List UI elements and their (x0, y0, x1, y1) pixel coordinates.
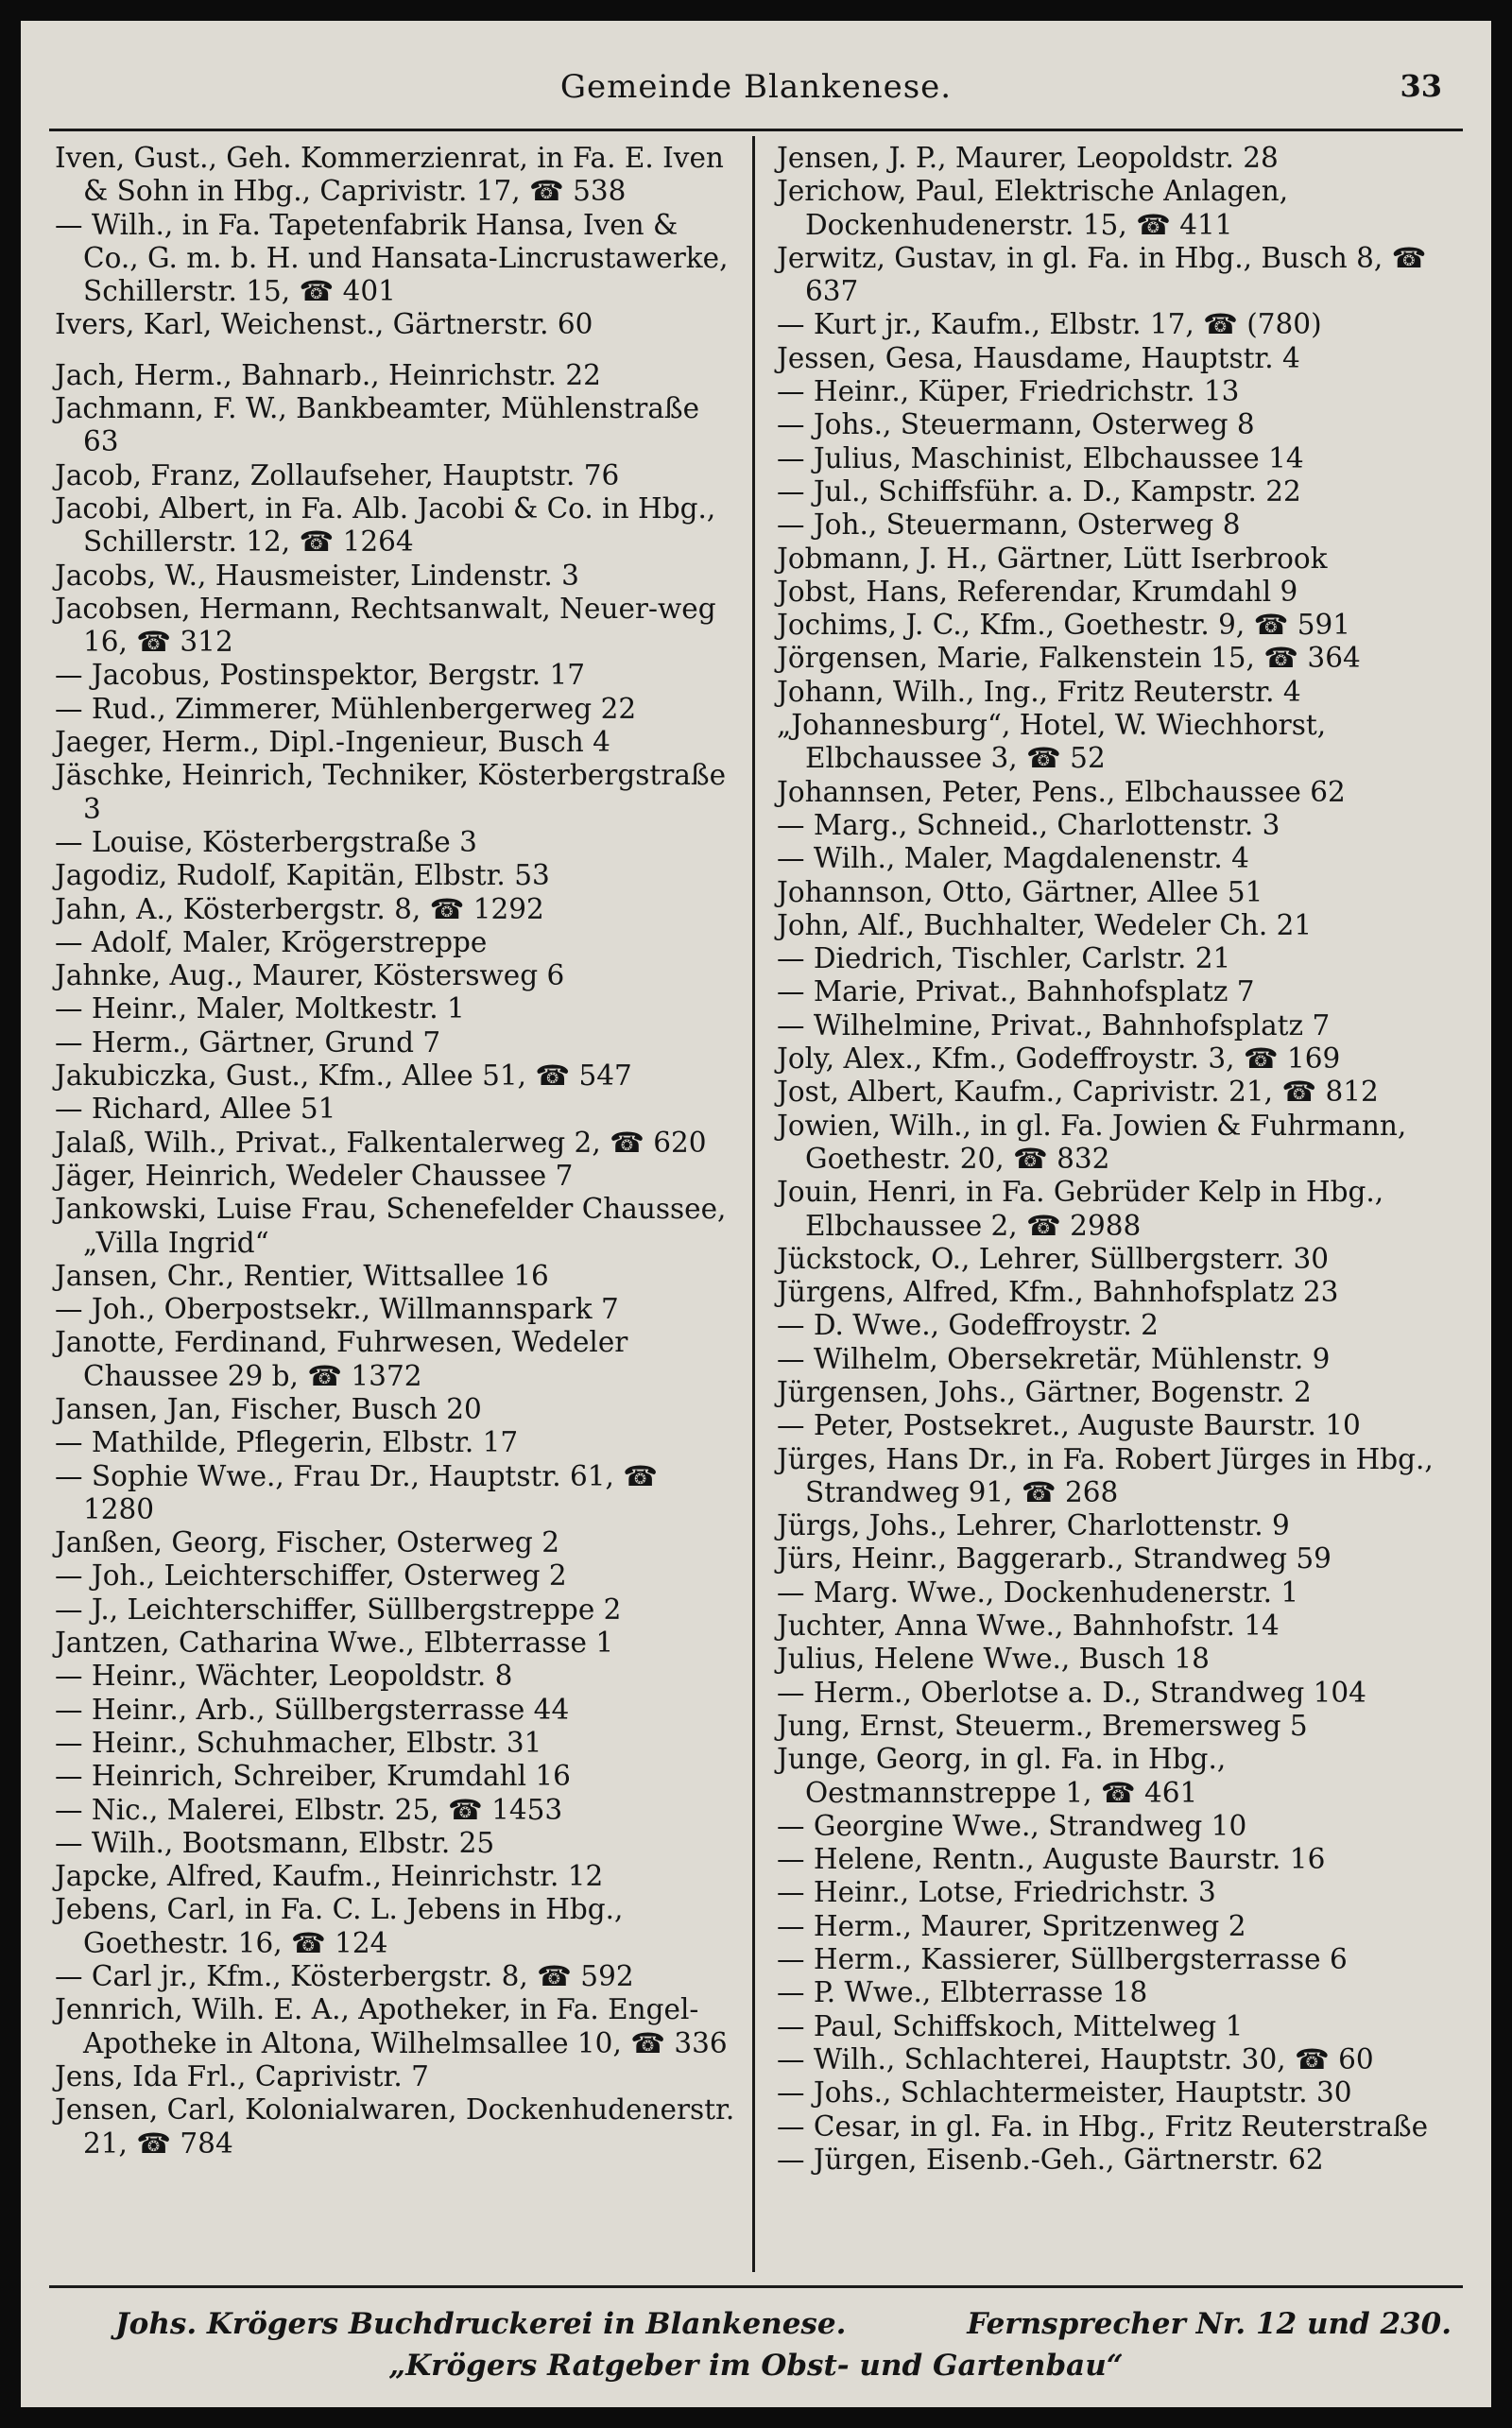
directory-entry: — Mathilde, Pflegerin, Elbstr. 17 (55, 1426, 519, 1459)
directory-entry: — Jul., Schiffsführ. a. D., Kampstr. 22 (777, 474, 1301, 508)
directory-entry: — Joh., Steuermann, Osterweg 8 (777, 508, 1241, 542)
page-footer (49, 2303, 1463, 2386)
directory-entry: Jerwitz, Gustav, in gl. Fa. in Hbg., Busch 8, ☎ 637 (777, 241, 1427, 308)
directory-entry: Jacob, Franz, Zollaufseher, Hauptstr. 76 (55, 458, 620, 491)
directory-entry: Jacobi, Albert, in Fa. Alb. Jacobi & Co. in Hbg., Schillerstr. 12, ☎ 1264 (55, 491, 716, 559)
directory-entry: — Adolf, Maler, Krögerstreppe (55, 925, 488, 958)
directory-entry: — Wilh., in Fa. Tapetenfabrik Hansa, Iven & Co., G. m. b. H. und Hansata-Lincrustawerke, Schillerstr. 15, ☎ 401 (55, 208, 729, 308)
directory-entry: — Johs., Schlachtermeister, Hauptstr. 30 (777, 2076, 1352, 2109)
directory-entry: Jakubiczka, Gust., Kfm., Allee 51, ☎ 547 (55, 1059, 632, 1093)
directory-entry: Jürs, Heinr., Baggerarb., Strandweg 59 (777, 1542, 1332, 1576)
directory-entry: Jacobsen, Hermann, Rechtsanwalt, Neuer-weg 16, ☎ 312 (55, 592, 716, 659)
page-number: 33 (1400, 68, 1442, 104)
footer-printer: Johs. Krögers Buchdruckerei in Blankenese. (115, 2307, 847, 2341)
directory-entry: Jachmann, F. W., Bankbeamter, Mühlenstraße 63 (55, 392, 700, 458)
directory-entry: Jörgensen, Marie, Falkenstein 15, ☎ 364 (777, 642, 1361, 675)
directory-entry: — Jacobus, Postinspektor, Bergstr. 17 (55, 659, 586, 692)
footer-rule (49, 2285, 1463, 2288)
directory-entry: Iven, Gust., Geh. Kommerzienrat, in Fa. E. Iven & Sohn in Hbg., Caprivistr. 17, ☎ 538 (55, 142, 724, 208)
directory-entry: Jaeger, Herm., Dipl.-Ingenieur, Busch 4 (55, 726, 610, 759)
directory-entry: Jobmann, J. H., Gärtner, Lütt Iserbrook (777, 542, 1328, 575)
directory-entry: — Heinr., Küper, Friedrichstr. 13 (777, 375, 1240, 408)
directory-entry: Joly, Alex., Kfm., Godeffroystr. 3, ☎ 169 (777, 1042, 1341, 1076)
directory-entry: Jäger, Heinrich, Wedeler Chaussee 7 (55, 1159, 574, 1192)
directory-entry: Jückstock, O., Lehrer, Süllbergsterr. 30 (777, 1242, 1330, 1275)
directory-entry: — Wilh., Maler, Magdalenenstr. 4 (777, 842, 1249, 875)
directory-entry: — Jürgen, Eisenb.-Geh., Gärtnerstr. 62 (777, 2143, 1324, 2176)
directory-entry: Johann, Wilh., Ing., Fritz Reuterstr. 4 (777, 675, 1301, 708)
directory-entry: Jebens, Carl, in Fa. C. L. Jebens in Hbg., Goethestr. 16, ☎ 124 (55, 1893, 624, 1959)
directory-entry: — Paul, Schiffskoch, Mittelweg 1 (777, 2009, 1244, 2042)
directory-entry: — Wilh., Schlachterei, Hauptstr. 30, ☎ 60 (777, 2042, 1374, 2075)
directory-entry: — Herm., Maurer, Spritzenweg 2 (777, 1909, 1246, 1942)
directory-entry: Johannson, Otto, Gärtner, Allee 51 (777, 875, 1263, 908)
directory-entry: Jowien, Wilh., in gl. Fa. Jowien & Fuhrmann, Goethestr. 20, ☎ 832 (777, 1109, 1407, 1175)
directory-entry: Jürges, Hans Dr., in Fa. Robert Jürges in Hbg., Strandweg 91, ☎ 268 (777, 1442, 1434, 1508)
directory-entry: — Helene, Rentn., Auguste Baurstr. 16 (777, 1843, 1326, 1876)
directory-entry: Jensen, Carl, Kolonialwaren, Dockenhudenerstr. 21, ☎ 784 (55, 2093, 735, 2160)
directory-entry: — Louise, Kösterbergstraße 3 (55, 825, 477, 858)
directory-entry: — D. Wwe., Godeffroystr. 2 (777, 1309, 1159, 1342)
directory-entry: — Sophie Wwe., Frau Dr., Hauptstr. 61, ☎ 1280 (55, 1459, 659, 1525)
right-column (777, 142, 1465, 2177)
directory-entry: Jost, Albert, Kaufm., Caprivistr. 21, ☎ 812 (777, 1076, 1379, 1109)
directory-entry: — Georgine Wwe., Strandweg 10 (777, 1809, 1247, 1842)
directory-entry: Jalaß, Wilh., Privat., Falkentalerweg 2, ☎ 620 (55, 1126, 707, 1159)
directory-entry: Jürgensen, Johs., Gärtner, Bogenstr. 2 (777, 1375, 1312, 1408)
directory-entry: — Wilh., Bootsmann, Elbstr. 25 (55, 1826, 495, 1859)
directory-entry: Julius, Helene Wwe., Busch 18 (777, 1643, 1210, 1676)
directory-entry: — Julius, Maschinist, Elbchaussee 14 (777, 441, 1304, 474)
directory-entry: Jerichow, Paul, Elektrische Anlagen, Dockenhudenerstr. 15, ☎ 411 (777, 175, 1289, 241)
directory-entry: — Carl jr., Kfm., Kösterbergstr. 8, ☎ 592 (55, 1960, 634, 1993)
directory-entry: Jensen, J. P., Maurer, Leopoldstr. 28 (777, 142, 1279, 174)
directory-entry: — Heinr., Arb., Süllbergsterrasse 44 (55, 1693, 570, 1726)
directory-entry: — Kurt jr., Kaufm., Elbstr. 17, ☎ (780) (777, 308, 1322, 341)
directory-entry: — Marie, Privat., Bahnhofsplatz 7 (777, 975, 1255, 1008)
directory-entry: — Cesar, in gl. Fa. in Hbg., Fritz Reuterstraße (777, 2109, 1429, 2143)
directory-entry: Jankowski, Luise Frau, Schenefelder Chaussee, „Villa Ingrid“ (55, 1193, 727, 1259)
directory-entry: — Rud., Zimmerer, Mühlenbergerweg 22 (55, 692, 637, 725)
directory-entry: — Joh., Oberpostsekr., Willmannspark 7 (55, 1293, 619, 1326)
directory-entry: — Marg., Schneid., Charlottenstr. 3 (777, 808, 1280, 841)
directory-entry: — Johs., Steuermann, Osterweg 8 (777, 408, 1255, 441)
directory-entry: Jäschke, Heinrich, Techniker, Kösterbergstraße 3 (55, 759, 727, 825)
directory-entry: — Diedrich, Tischler, Carlstr. 21 (777, 942, 1231, 975)
footer-phone: Fernsprecher Nr. 12 und 230. (967, 2307, 1452, 2341)
directory-entry: Jahn, A., Kösterbergstr. 8, ☎ 1292 (55, 892, 544, 925)
footer-advert: „Krögers Ratgeber im Obst- und Gartenbau“ (388, 2349, 1124, 2383)
directory-entry: Japcke, Alfred, Kaufm., Heinrichstr. 12 (55, 1860, 604, 1893)
directory-entry: John, Alf., Buchhalter, Wedeler Ch. 21 (777, 908, 1313, 941)
directory-entry: — Wilhelmine, Privat., Bahnhofsplatz 7 (777, 1008, 1331, 1042)
directory-entry: — Heinrich, Schreiber, Krumdahl 16 (55, 1760, 571, 1793)
directory-entry: — Wilhelm, Obersekretär, Mühlenstr. 9 (777, 1342, 1331, 1375)
directory-entry: — Richard, Allee 51 (55, 1093, 336, 1126)
directory-entry: „Johannesburg“, Hotel, W. Wiechhorst, Elbchaussee 3, ☎ 52 (777, 709, 1327, 775)
directory-entry: Jochims, J. C., Kfm., Goethestr. 9, ☎ 591 (777, 609, 1351, 642)
directory-entry: — Peter, Postsekret., Auguste Baurstr. 10 (777, 1409, 1361, 1442)
page-title: Gemeinde Blankenese. (559, 68, 953, 106)
directory-entry: Jahnke, Aug., Maurer, Köstersweg 6 (55, 959, 565, 992)
directory-entry: Jens, Ida Frl., Caprivistr. 7 (55, 2059, 429, 2092)
directory-entry: — Heinr., Maler, Moltkestr. 1 (55, 992, 465, 1025)
directory-entry: Jansen, Chr., Rentier, Wittsallee 16 (55, 1259, 549, 1292)
directory-entry: Jung, Ernst, Steuerm., Bremersweg 5 (777, 1709, 1308, 1742)
directory-entry: Jouin, Henri, in Fa. Gebrüder Kelp in Hbg., Elbchaussee 2, ☎ 2988 (777, 1176, 1384, 1242)
directory-entry: Jessen, Gesa, Hausdame, Hauptstr. 4 (777, 341, 1300, 374)
directory-entry: Jürgens, Alfred, Kfm., Bahnhofsplatz 23 (777, 1276, 1339, 1309)
directory-entry: Junge, Georg, in gl. Fa. in Hbg., Oestmannstreppe 1, ☎ 461 (777, 1743, 1227, 1809)
directory-entry: — Joh., Leichterschiffer, Osterweg 2 (55, 1559, 567, 1593)
directory-entry: — Nic., Malerei, Elbstr. 25, ☎ 1453 (55, 1793, 563, 1826)
directory-entry: — Herm., Oberlotse a. D., Strandweg 104 (777, 1676, 1366, 1709)
page-header (49, 60, 1463, 117)
directory-entry: Jacobs, W., Hausmeister, Lindenstr. 3 (55, 559, 579, 592)
directory-entry: Janotte, Ferdinand, Fuhrwesen, Wedeler Chaussee 29 b, ☎ 1372 (55, 1326, 628, 1392)
directory-entry: Johannsen, Peter, Pens., Elbchaussee 62 (777, 775, 1346, 808)
directory-entry: — Herm., Gärtner, Grund 7 (55, 1025, 441, 1059)
header-rule (49, 129, 1463, 131)
directory-entry: Ivers, Karl, Weichenst., Gärtnerstr. 60 (55, 308, 593, 341)
directory-entry: — J., Leichterschiffer, Süllbergstreppe 2 (55, 1593, 622, 1626)
directory-entry: Jansen, Jan, Fischer, Busch 20 (55, 1392, 482, 1425)
directory-entry: Juchter, Anna Wwe., Bahnhofstr. 14 (777, 1610, 1280, 1643)
directory-entry: Jantzen, Catharina Wwe., Elbterrasse 1 (55, 1627, 614, 1660)
directory-entry: — Heinr., Lotse, Friedrichstr. 3 (777, 1876, 1216, 1909)
directory-entry: — P. Wwe., Elbterrasse 18 (777, 1976, 1148, 2009)
left-column (55, 142, 735, 2161)
directory-entry: — Heinr., Wächter, Leopoldstr. 8 (55, 1660, 513, 1693)
directory-entry: Jagodiz, Rudolf, Kapitän, Elbstr. 53 (55, 859, 550, 892)
directory-page (21, 21, 1491, 2407)
directory-entry: — Marg. Wwe., Dockenhudenerstr. 1 (777, 1576, 1299, 1609)
directory-entry: Jach, Herm., Bahnarb., Heinrichstr. 22 (55, 358, 601, 391)
directory-entry: Jürgs, Johs., Lehrer, Charlottenstr. 9 (777, 1509, 1290, 1542)
directory-entry: Jennrich, Wilh. E. A., Apotheker, in Fa. Engel-Apotheke in Altona, Wilhelmsallee 10, ☎ 336 (55, 1993, 728, 2059)
directory-entry: Jobst, Hans, Referendar, Krumdahl 9 (777, 575, 1298, 608)
directory-entry: — Heinr., Schuhmacher, Elbstr. 31 (55, 1726, 542, 1759)
directory-entry: Janßen, Georg, Fischer, Osterweg 2 (55, 1526, 559, 1559)
directory-entry: — Herm., Kassierer, Süllbergsterrasse 6 (777, 1943, 1348, 1976)
column-divider (752, 136, 755, 2272)
